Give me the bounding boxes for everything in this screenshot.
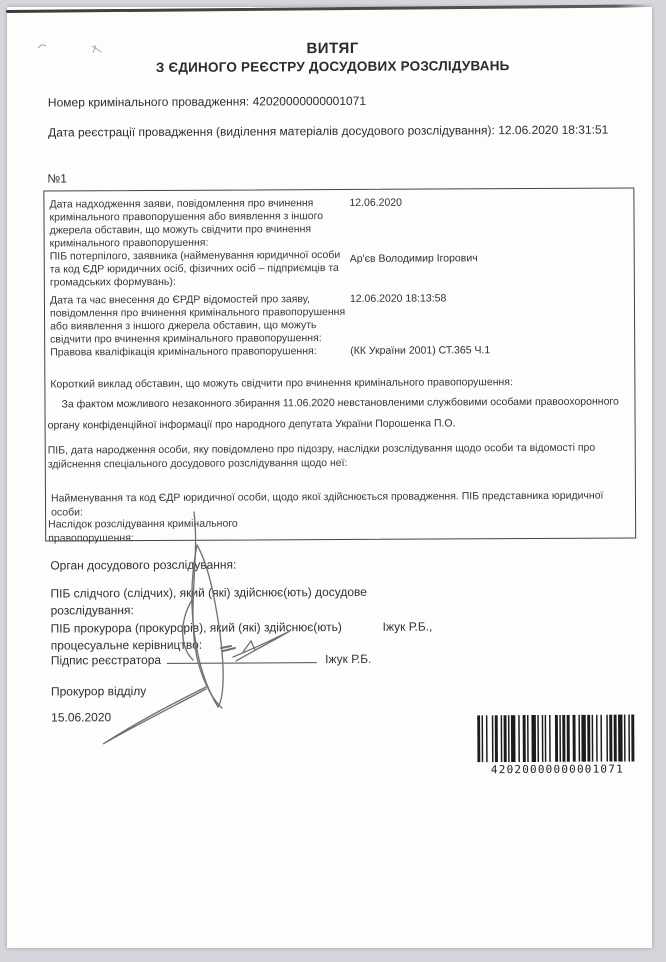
signature-blank-line	[167, 650, 317, 664]
prosecutor-label: ПІБ прокурора (прокурорів), який (які) здійснює(ють) процесуальне керівництво:	[50, 619, 342, 653]
record-number: №1	[47, 171, 67, 186]
investigation-body-label: Орган досудового розслідування:	[50, 557, 237, 573]
document-subtitle: З ЄДИНОГО РЕЄСТРУ ДОСУДОВИХ РОЗСЛІДУВАНЬ	[155, 58, 510, 75]
table-row-label: Дата та час внесення до ЄРДР відомостей про заяву, повідомлення про вчинення кримінального правопорушення або виявлення з іншого джерела обставин, що можуть свідчити про вчинення кримінального правопорушення:	[49, 293, 346, 346]
investigator-label: ПІБ слідчого (слідчих), який (які) здійснює(ють) досудове розслідування:	[50, 584, 367, 618]
registrar-name: Іжук Р.Б.	[325, 651, 372, 667]
result-label: Наслідок розслідування кримінального правопорушення:	[48, 517, 238, 545]
barcode-number: 42020000000001071	[490, 762, 624, 777]
registration-date-line: Дата реєстрації провадження (виділення матеріалів досудового розслідування): 12.06.2020 18:31:51	[48, 122, 609, 140]
document-title: ВИТЯГ	[306, 39, 359, 58]
summary-text: За фактом можливого незаконного збирання 11.06.2020 невстановленими службовими особами правоохоронного органу конфіденційної інформації про народного депутата України Порошенка П.О.	[47, 395, 619, 432]
signer-position: Прокурор відділу	[50, 684, 147, 699]
table-row-value: 12.06.2020 18:13:58	[349, 292, 447, 305]
table-row-value: 12.06.2020	[349, 196, 403, 209]
case-details-table	[43, 187, 636, 545]
prosecutor-name: Іжук Р.Б.,	[382, 619, 433, 634]
signature-date: 15.06.2020	[51, 710, 112, 725]
suspect-label: ПІБ, дата народження особи, яку повідомлено про підозру, наслідки розслідування щодо особи та відомості про здійснення спеціального досудового розслідування щодо неї:	[47, 441, 596, 471]
table-row-label: Дата надходження заяви, повідомлення про вчинення кримінального правопорушення або виявлення з іншого джерела обставин, що можуть свідчити про вчинення кримінального правопорушення:	[49, 197, 324, 250]
registrar-signature-row	[51, 649, 551, 670]
table-row-label: Правова кваліфікація кримінального правопорушення:	[50, 345, 317, 359]
case-number-line: Номер кримінального провадження: 42020000000001071	[47, 93, 367, 110]
legal-entity-label: Найменування та код ЄДР юридичної особи, щодо якої здійснюється провадження. ПІБ представника юридичної особи:	[50, 489, 604, 519]
summary-label: Короткий виклад обставин, що можуть свідчити про вчинення кримінального правопорушення:	[50, 376, 513, 391]
barcode	[477, 714, 637, 776]
table-row-label: ПІБ потерпілого, заявника (найменування юридичної особи та код ЄДР юридичних осіб, фізичних осіб – підприємців та громадських формувань):	[49, 249, 341, 289]
registrar-label: Підпис реєстратора	[50, 652, 162, 668]
table-row-value: (КК України 2001) СТ.365 Ч.1	[350, 344, 491, 357]
barcode-bars	[477, 714, 637, 762]
table-row-value: Ар'єв Володимир Ігорович	[349, 252, 478, 265]
